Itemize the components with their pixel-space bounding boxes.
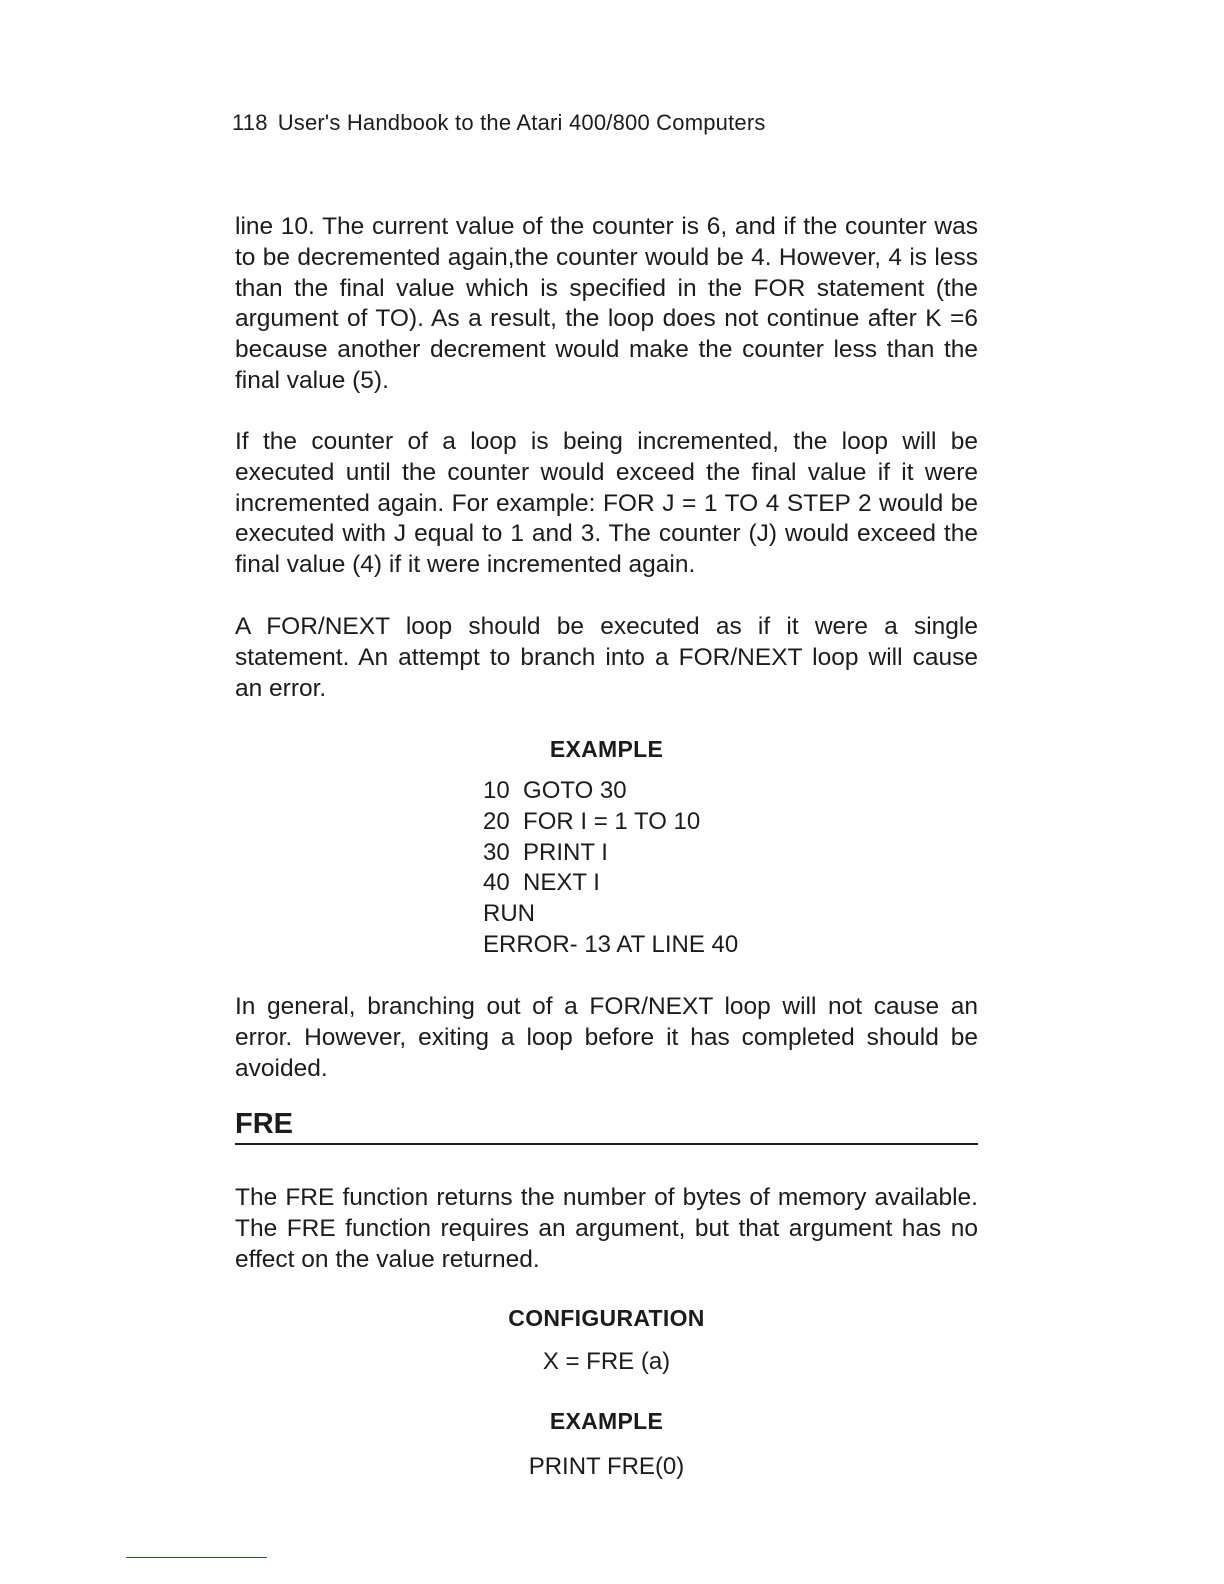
footer-rule [126,1557,267,1558]
example-heading-fre: EXAMPLE [549,1408,664,1434]
paragraph-loop-increment: If the counter of a loop is being incremented, the loop will be executed until the counter would exceed the final value if it were incremented again. For example: FOR J = 1 TO 4 STEP 2 would be executed with J equal to 1 and 3. The counter (J) would exceed the final value (4) if it were incremented again. [235,428,978,579]
example-heading: EXAMPLE [549,736,664,762]
example-code-fre: PRINT FRE(0) [528,1453,685,1480]
section-title-fre: FRE [235,1108,978,1145]
book-title: User's Handbook to the Atari 400/800 Computers [277,110,766,135]
code-line: ERROR- 13 AT LINE 40 [483,930,739,958]
code-line: 20 FOR I = 1 TO 10 [483,807,701,835]
paragraph-loop-decrement: line 10. The current value of the counter is 6, and if the counter was to be decremented again,the counter would be 4. However, 4 is less than the final value which is specified in the FOR statement (the argument of TO). As a result, the loop does not continue after K =6 because another decrement would make the counter less than the final value (5). [235,213,978,394]
paragraph-fre-description: The FRE function returns the number of bytes of memory available. The FRE function requires an argument, but that argument has no effect on the value returned. [235,1184,978,1273]
example-code-listing [483,776,738,961]
code-line: 40 NEXT I [483,869,600,897]
code-line: 10 GOTO 30 [483,777,627,804]
running-head [232,110,766,136]
code-line: 30 PRINT I [483,838,608,866]
configuration-heading: CONFIGURATION [508,1305,705,1331]
configuration-syntax: X = FRE (a) [542,1348,671,1375]
page-number: 118 [232,110,268,135]
code-line: RUN [483,900,535,928]
paragraph-single-statement: A FOR/NEXT loop should be executed as if it were a single statement. An attempt to branch into a FOR/NEXT loop will cause an error. [235,613,978,702]
paragraph-branching-out: In general, branching out of a FOR/NEXT loop will not cause an error. However, exiting a loop before it has completed should be avoided. [235,993,978,1082]
